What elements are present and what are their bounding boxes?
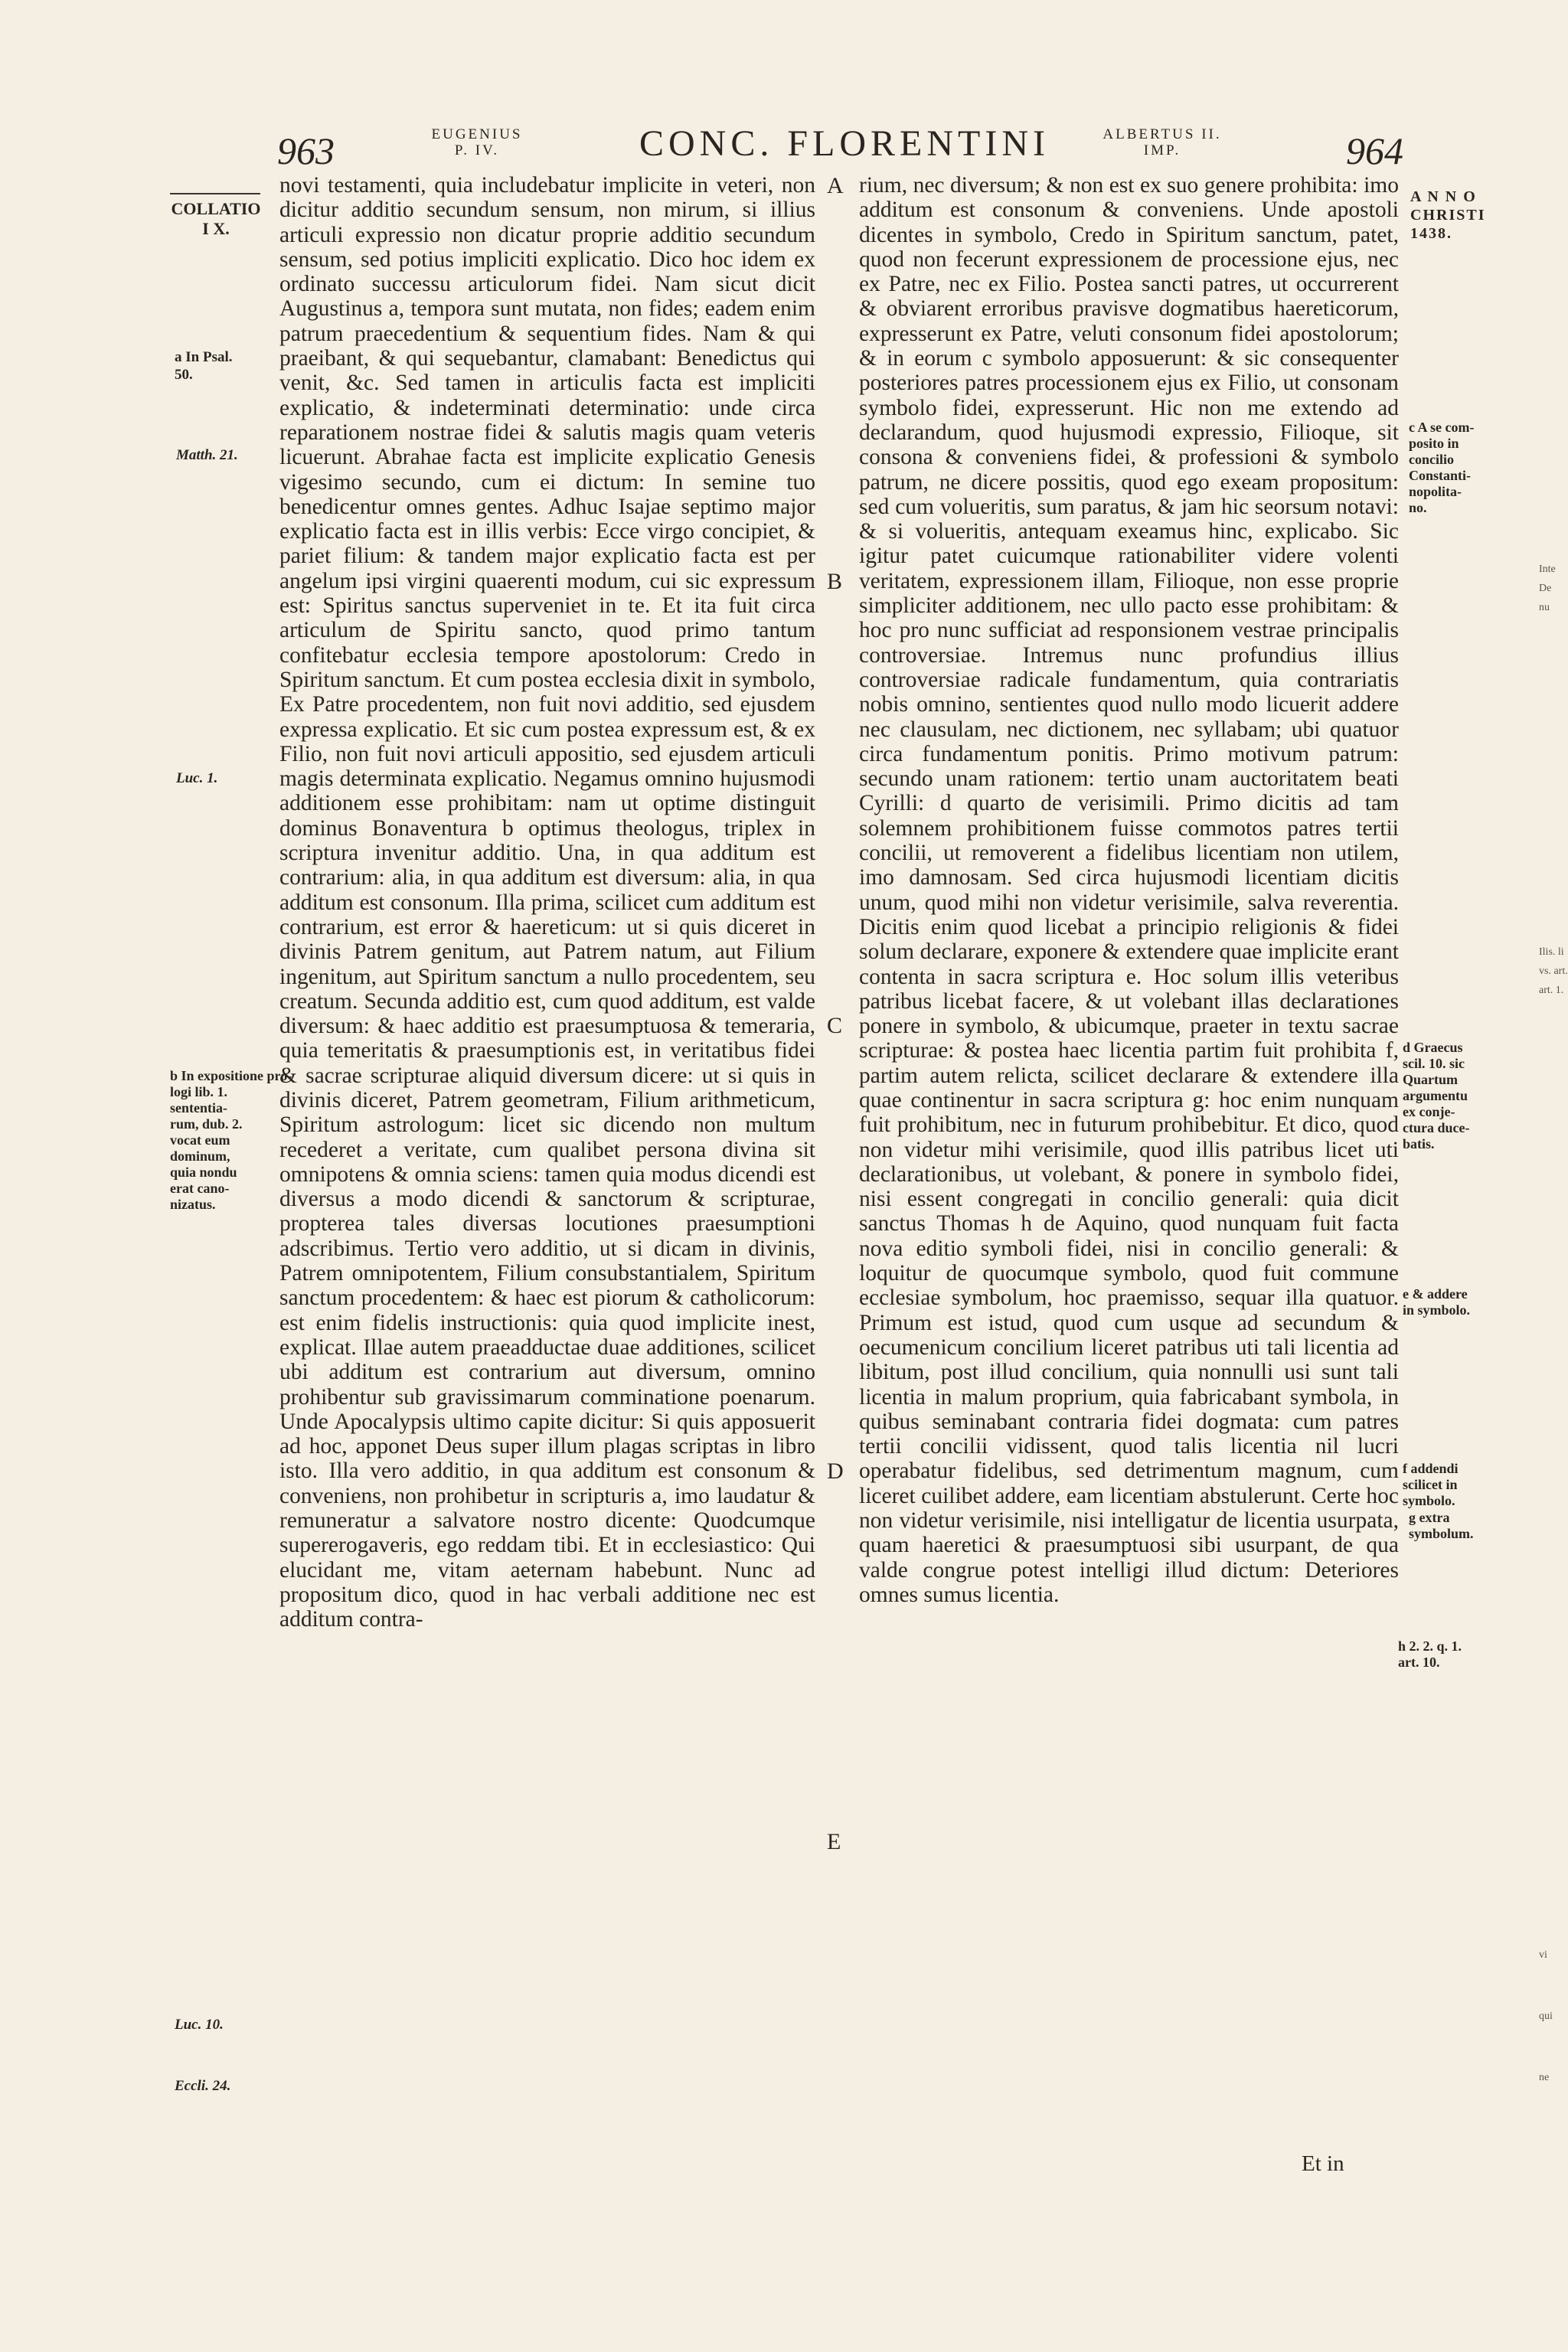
note-bonav-line: logi lib. 1. bbox=[170, 1084, 228, 1099]
section-letter-a: A bbox=[827, 173, 844, 198]
header-emperor-name: ALBERTUS II. bbox=[1102, 126, 1222, 142]
note-d-line: batis. bbox=[1403, 1136, 1435, 1152]
note-d-line: d Graecus bbox=[1403, 1040, 1463, 1055]
page-number-right: 964 bbox=[1346, 129, 1403, 172]
note-bonaventura bbox=[170, 1068, 292, 1213]
note-bonav-line: b In expositione pro- bbox=[170, 1068, 292, 1083]
note-c-line: concilio bbox=[1409, 452, 1454, 467]
page-number-left: 963 bbox=[277, 129, 335, 172]
note-bonav-line: vocat eum bbox=[170, 1132, 230, 1148]
note-d-line: argumentu bbox=[1403, 1088, 1468, 1103]
note-d bbox=[1403, 1040, 1469, 1152]
section-letter-e: E bbox=[827, 1829, 841, 1854]
anno-christi bbox=[1410, 188, 1485, 243]
note-c-line: Constanti- bbox=[1409, 468, 1472, 483]
note-c-line: no. bbox=[1409, 500, 1427, 515]
section-letter-d: D bbox=[827, 1459, 844, 1484]
edge-fragment: vi bbox=[1539, 1949, 1547, 1961]
note-luke-10: Luc. 10. bbox=[175, 2017, 224, 2033]
note-psalm bbox=[175, 348, 233, 384]
header-pope-title: P. IV. bbox=[454, 142, 500, 158]
edge-fragment: nu bbox=[1539, 602, 1550, 613]
anno-word: A N N O bbox=[1410, 188, 1477, 205]
note-bonav-line: nizatus. bbox=[170, 1197, 216, 1212]
note-g-line: symbolum. bbox=[1409, 1526, 1474, 1541]
edge-fragment: De bbox=[1539, 583, 1552, 594]
collatio-number: I X. bbox=[202, 219, 230, 238]
note-c-line: nopolita- bbox=[1409, 484, 1462, 499]
note-psalm-line2: 50. bbox=[175, 367, 193, 383]
header-pope-name: EUGENIUS bbox=[431, 126, 523, 142]
note-e-line: e & addere bbox=[1403, 1286, 1468, 1302]
note-psalm-line1: a In Psal. bbox=[175, 349, 233, 365]
note-g bbox=[1409, 1510, 1474, 1542]
note-h-line: art. 10. bbox=[1398, 1655, 1440, 1670]
note-d-line: Quartum bbox=[1403, 1072, 1458, 1087]
collatio-label bbox=[170, 199, 262, 239]
left-column-text: novi testamenti, quia includebatur implicite in veteri, non dicitur additio secundum sensum, non mirum, si illius articuli expressio non dicatur proprie additio secundum sensum, sed potius impliciti explicatio. Dico hoc idem ex ordinato successu articulorum fidei. Nam sicut dicit Augustinus a, tempora sunt mutata, non fides; eadem enim patrum praecedentium & sequentium fides. Nam & qui praeibant, & qui sequebantur, clamabant: Benedictus qui venit, &c. Sed tamen in articulis facta est impliciti explicatio, & indeterminati determinatio: unde circa reparationem nostrae fidei & salutis magis quam veteris licuerunt. Abrahae facta est implicite explicatio Genesis vigesimo secundo, cum ei dictum: In semine tuo benedicentur omnes gentes. Adhuc Isajae septimo major explicatio facta est in illis verbis: Ecce virgo concipiet, & pariet filium: & tandem major explicatio facta est per angelum ipsi virgini quaerenti modum, cui sic expressum est: Spiritus sanctus superveniet in te. Et ita fuit circa articulum de Spiritu sancto, quod primo tantum confitebatur ecclesia tempore apostolorum: Credo in Spiritum sanctum. Et cum postea ecclesia dixit in symbolo, Ex Patre procedentem, non fuit novi additio, sed ejusdem expressa explicatio. Et sic cum postea expressum est, & ex Filio, non fuit novi articuli appositio, sed ejusdem articuli magis determinata explicatio. Negamus omnino hujusmodi additionem esse prohibitam: nam ut optime distinguit dominus Bonaventura b optimus theologus, triplex in scriptura invenitur additio. Una, in qua additum est contrarium: alia, in qua additum est diversum: alia, in qua additum est consonum. Illa prima, scilicet cum additum est contrarium, est error & haereticum: ut si quis diceret in divinis Patrem genitum, aut Patrem natum, aut Filium ingenitum, aut Spiritum sanctum a nullo procedentem, seu creatum. Secunda additio est, cum quod additum, est valde diversum: & haec additio est praesumptuosa & temeraria, quia temeritatis & praesumptionis est, in veritatibus fidei & sacrae scripturae aliquid diversum dicere: ut si quis in divinis diceret, Patrem geometram, Filium arithmeticum, Spiritum astrologum: licet sic dicendo non multum recederet a veritate, cum qualibet persona divina sit omnipotens & omnia sciens: tamen quia modus dicendi est diversus a modo dicendi & sanctorum & scripturae, propterea tales diversas locutiones praesumptioni adscribimus. Tertio vero additio, ut si dicam in divinis, Patrem omnipotentem, Filium consubstantialem, Spiritum sanctum procedentem: & haec est piorum & catholicorum: est enim fidelis instructionis: quia quod implicite inest, explicat. Illae autem praeadductae duae additiones, scilicet ubi additum est contrarium aut diversum, omnino prohibentur sub gravissimarum comminatione poenarum. Unde Apocalypsis ultimo capite dicitur: Si quis apposuerit ad hoc, apponet Deus super illum plagas scriptas in libro isto. Illa vero additio, in qua additum est consonum & conveniens, non prohibetur in scripturis a, imo laudatur & remuneratur a salvatore nostro dicente: Quodcumque supererogaveris, ego reddam tibi. Et in ecclesiastico: Qui elucidant me, vitam aeternam habebunt. Nunc ad propositum dico, quod in hac verbali additione nec est additum contra- bbox=[279, 173, 815, 1632]
edge-fragment: qui bbox=[1539, 2011, 1553, 2022]
header-pope bbox=[420, 126, 534, 158]
edge-fragment: ne bbox=[1539, 2072, 1550, 2083]
note-f bbox=[1403, 1461, 1459, 1509]
note-bonav-line: dominum, bbox=[170, 1148, 230, 1164]
christi-word: CHRISTI bbox=[1410, 207, 1486, 224]
note-d-line: scil. 10. sic bbox=[1403, 1056, 1465, 1071]
note-h-line: h 2. 2. q. 1. bbox=[1398, 1638, 1462, 1654]
note-h bbox=[1398, 1638, 1462, 1671]
note-e bbox=[1403, 1286, 1470, 1318]
note-e-line: in symbolo. bbox=[1403, 1302, 1471, 1318]
edge-fragment: Ilis. li bbox=[1539, 946, 1564, 958]
note-d-line: ex conje- bbox=[1403, 1104, 1455, 1119]
note-matthew: Matth. 21. bbox=[176, 447, 238, 463]
header-emperor bbox=[1093, 126, 1231, 158]
note-f-line: f addendi bbox=[1403, 1461, 1459, 1476]
note-bonav-line: sententia- bbox=[170, 1100, 227, 1116]
text-column-right bbox=[859, 173, 1399, 1607]
edge-fragment: Inte bbox=[1539, 564, 1556, 575]
running-title: CONC. FLORENTINI bbox=[639, 123, 1050, 164]
note-luke-1: Luc. 1. bbox=[176, 770, 218, 786]
note-c bbox=[1409, 420, 1474, 516]
note-bonav-line: rum, dub. 2. bbox=[170, 1116, 243, 1132]
note-c-line: posito in bbox=[1409, 436, 1459, 451]
header-emperor-title: IMP. bbox=[1143, 142, 1181, 158]
collatio-word: COLLATIO bbox=[171, 199, 261, 218]
edge-fragment: art. 1. bbox=[1539, 985, 1564, 996]
anno-year: 1438. bbox=[1410, 225, 1452, 242]
edge-fragment: vs. art. bbox=[1539, 965, 1568, 977]
note-c-line: c A se com- bbox=[1409, 420, 1475, 435]
section-letter-b: B bbox=[827, 569, 843, 594]
right-column-text: rium, nec diversum; & non est ex suo genere prohibita: imo additum est consonum & conveniens. Unde apostoli dicentes in symbolo, Credo in Spiritum sanctum, patet, quod non fecerunt expressionem de processione ejus, nec ex Patre, nec ex Filio. Postea sancti patres, ut occurrerent & obviarent erroribus pravisve dogmatibus haereticorum, expresserunt ex Patre, veluti consonum fidei apostolorum; & in eorum c symbolo apposuerunt: & sic consequenter posteriores patres processionem ejus ex Filio, ut consonam symbolo fidei, expresserunt. Hic non me extendo ad declarandum, quod hujusmodi expressio, Filioque, sit consona & conveniens fidei, & professioni & symbolo patrum, ne dicere possitis, quod ego exeam propositum: sed cum volueritis, sum paratus, & jam hic seorsum notavi: & si volueritis, antequam exeamus hinc, explicabo. Sic igitur patet cuicumque rationabiliter videre volenti veritatem, expressionem illam, Filioque, non esse proprie simpliciter additionem, nec ullo pacto esse prohibitam: & hoc pro nunc sufficiat ad responsionem vestrae principalis controversiae. Intremus nunc profundius illius controversiae radicale fundamentum, quia contrariatis nobis omnino, sentientes quod nullo modo licuerit addere nec clausulam, nec dictionem, nec syllabam; ubi quatuor circa fundamentum ponitis. Primo motivum patrum: secundo unam rationem: tertio unam auctoritatem beati Cyrilli: d quarto de verisimili. Primo dicitis ad tam solemnem prohibitionem fuisse commotos patres tertii concilii, ut removerent a fidelibus licentiam non utilem, imo damnosam. Sed circa hujusmodi licentiam dicitis unum, quod mihi non videtur verisimile, salva reverentia. Dicitis enim quod licebat a principio religionis & fidei solum declarare, exponere & extendere quae implicite erant contenta in sacra scriptura e. Hoc solum illis veteribus patribus licebat facere, & ut volebant illas declarationes ponere in symbolo, & ubicumque, praeter in textu sacrae scripturae: & postea haec licentia partim fuit prohibita f, partim autem relicta, scilicet declarare & extendere illa quae continentur in sacra scriptura g: hoc enim nunquam fuit prohibitum, nec in futurum prohibebitur. Et dico, quod non videtur mihi verisimile, quod illis patribus licet uti declarationibus, ut volebant, & ponere in symbolo fidei, nisi essent congregati in concilio generali: quia dicit sanctus Thomas h de Aquino, quod nunquam fuit facta nova editio symboli fidei, nisi in concilio generali: & loquitur de quocumque symbolo, quod fuit commune ecclesiae symbolum, hoc praemisso, sequar illa quatuor. Primum est istud, quod cum usque ad secundum & oecumenicum concilium liceret patribus uti tali licentia ad libitum, post illud concilium, quia nonnulli usi sunt tali licentia in malum proprium, quia fabricabant symbola, in quibus seminabant contraria fidei dogmata: cum patres tertii concilii vidissent, quod talis licentia nil lucri operabatur fidelibus, sed detrimentum magnum, cum liceret cuilibet addere, eam licentiam abstulerunt. Certe hoc non videtur verisimile, nisi intelligatur de licentia usurpata, quam haeretici & praesumptuosi sibi usurpant, de qua valde congrue potest intelligi illud dictum: Deteriores omnes sumus licentia. bbox=[859, 173, 1399, 1607]
note-f-line: scilicet in bbox=[1403, 1477, 1458, 1492]
text-column-left bbox=[279, 173, 815, 1632]
note-f-line: symbolo. bbox=[1403, 1493, 1455, 1508]
catchword: Et in bbox=[1302, 2151, 1344, 2176]
note-d-line: ctura duce- bbox=[1403, 1120, 1470, 1135]
section-letter-c: C bbox=[827, 1013, 843, 1038]
note-bonav-line: erat cano- bbox=[170, 1181, 230, 1196]
note-ecclesiasticus: Eccli. 24. bbox=[175, 2078, 231, 2094]
header-rule bbox=[170, 193, 260, 194]
note-bonav-line: quia nondu bbox=[170, 1165, 237, 1180]
note-g-line: g extra bbox=[1409, 1510, 1450, 1525]
